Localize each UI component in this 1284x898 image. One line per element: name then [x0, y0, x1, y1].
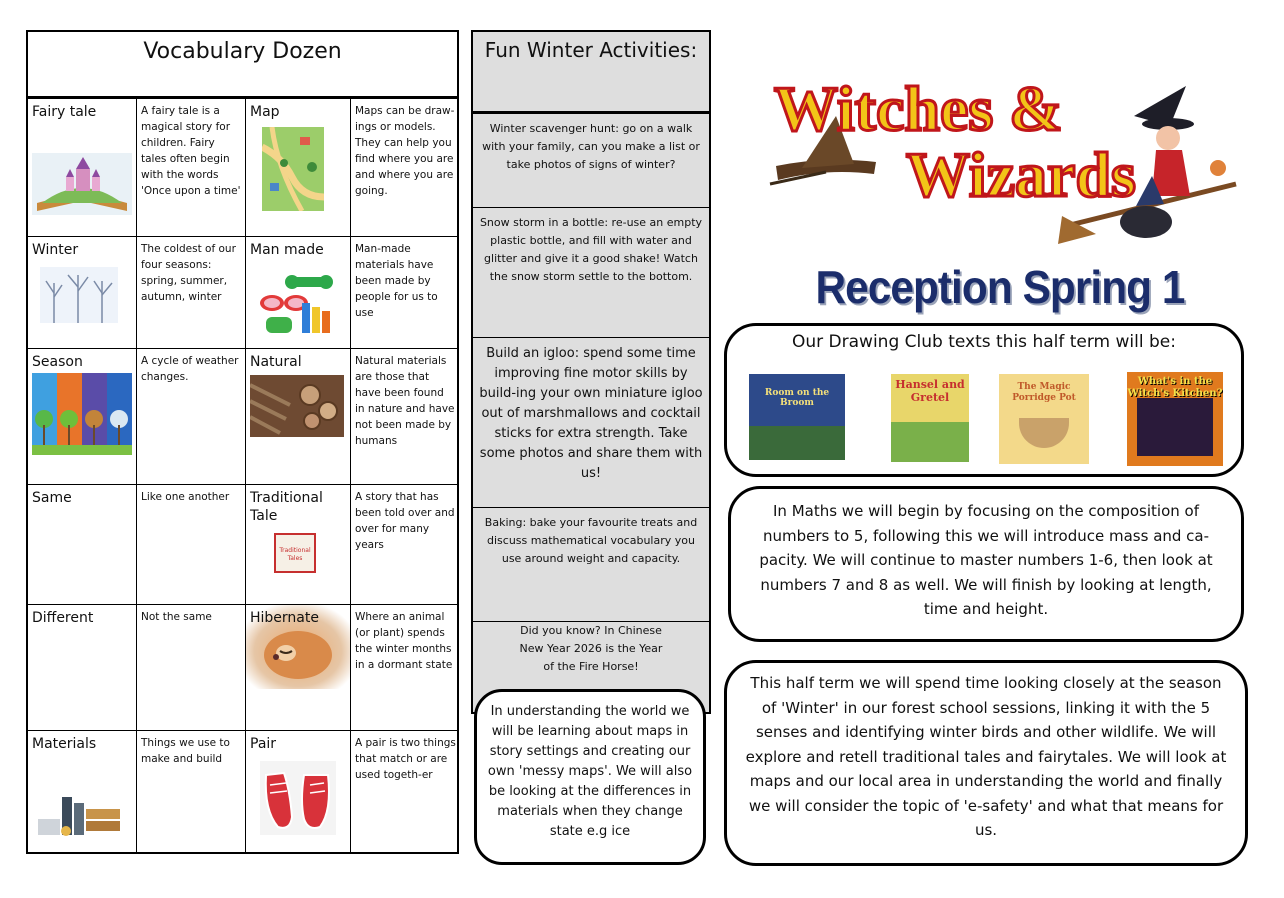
vocab-row: [28, 730, 457, 854]
vocab-word: Pair: [250, 736, 277, 752]
activity-item: Snow storm in a bottle: re-use an empty plastic bottle, and fill with water and glitter and give it a good shake! Watch the snow storm settle to the bottom.: [473, 208, 709, 338]
season-topic-box: This half term we will spend time looking closely at the season of 'Winter' in our forest school sessions, linking it with the 5 senses and identifying winter birds and other wildlife. We will explore and retell traditional tales and fairytales. We will look at maps and our local area in understanding the world and finally we will consider the topic of 'e-safety' and what that means for us.: [724, 660, 1248, 866]
fairy-tale-image: [32, 153, 132, 215]
vocab-row: [28, 604, 457, 730]
drawing-club-heading: Our Drawing Club texts this half term will be:: [792, 332, 1176, 352]
vocab-word-cell: [246, 237, 350, 348]
drawing-club-box: [724, 323, 1244, 477]
vocab-row: [28, 98, 457, 236]
map-image: [262, 127, 324, 211]
vocab-word-cell: [28, 605, 136, 730]
title-line1: Witches &: [774, 73, 1063, 144]
vocab-word: Winter: [32, 242, 79, 258]
vocab-word-cell: [246, 349, 350, 484]
vocab-row: [28, 484, 457, 604]
vocab-word-cell: [246, 605, 350, 730]
activity-item: Build an igloo: spend some time improving fine motor skills by build-ing your own miniature igloo out of marshmallows and cocktail sticks for extra strength. Take some photos and share them with us!: [473, 338, 709, 508]
vocab-definition: A story that has been told over and over for many years: [355, 491, 455, 551]
winter-image: [40, 267, 118, 333]
vocab-word: Materials: [32, 736, 97, 752]
vocab-definition: A fairy tale is a magical story for children. Fairy tales often begin with the words 'Once upon a time': [141, 105, 241, 197]
vocab-definition-cell: [137, 485, 245, 604]
vocab-word-cell: [28, 349, 136, 484]
witches-wizards-title-art: [766, 56, 1246, 256]
book-room-on-the-broom: [749, 374, 845, 460]
traditional-tales-book-image: Traditional Tales: [274, 533, 316, 573]
vocab-definition-cell: [137, 237, 245, 348]
vocab-word-cell: [246, 731, 350, 854]
book-title: Room on the Broom: [764, 388, 830, 408]
season-image: [32, 373, 132, 455]
vocab-definition: Natural materials are those that have been found in nature and have not been made by humans: [355, 355, 455, 447]
vocab-definition-cell: [351, 99, 459, 236]
activity-item: Baking: bake your favourite treats and discuss mathematical vocabulary you use around weight and capacity.: [473, 508, 709, 622]
vocab-definition-cell: [351, 485, 459, 604]
pair-image: [260, 761, 336, 835]
vocab-definition-cell: [351, 237, 459, 348]
vocab-definition: Where an animal (or plant) spends the winter months in a dormant state: [355, 611, 453, 671]
vocab-definition: A pair is two things that match or are used togeth-er: [355, 737, 456, 781]
vocab-definition-cell: [351, 605, 459, 730]
vocab-definition-cell: [137, 731, 245, 854]
maths-box: In Maths we will begin by focusing on the composition of numbers to 5, following this we will introduce mass and ca-pacity. We will continue to master numbers 1-6, then look at numbers 7 and 8 as well. We will finish by looking at length, time and height.: [728, 486, 1244, 642]
book-title: The Magic Porridge Pot: [1012, 382, 1076, 403]
activities-title: Fun Winter Activities:: [473, 32, 709, 114]
natural-image: [250, 375, 344, 437]
book-title: What's in the Witch's Kitchen?: [1127, 376, 1223, 399]
vocab-word: Traditional Tale: [250, 490, 323, 524]
activity-item: Winter scavenger hunt: go on a walk with your family, can you make a list or take photos of signs of winter?: [473, 114, 709, 208]
vocab-word: Hibernate: [250, 610, 319, 626]
vocab-definition-cell: [137, 349, 245, 484]
vocab-definition-cell: [137, 99, 245, 236]
vocab-word-cell: [28, 237, 136, 348]
vocab-definition: Not the same: [141, 611, 212, 623]
understanding-world-box: In understanding the world we will be learning about maps in story settings and creating our own 'messy maps'. We will also be looking at the differences in materials when they change state e.g ice: [474, 689, 706, 865]
vocab-word-cell: [28, 99, 136, 236]
vocab-row: [28, 348, 457, 484]
man-made-image: [252, 273, 338, 337]
vocab-word: Fairy tale: [32, 104, 97, 120]
vocab-word: Same: [32, 490, 72, 506]
title-line2: Wizards: [906, 139, 1136, 210]
book-title: Hansel and Gretel: [895, 378, 965, 404]
vocab-word-cell: [28, 731, 136, 854]
vocab-definition-cell: [137, 605, 245, 730]
vocab-definition: Like one another: [141, 491, 230, 503]
vocab-definition: Man-made materials have been made by people for us to use: [355, 243, 438, 319]
vocab-definition: Maps can be draw-ings or models. They can help you find where you are and where you are going.: [355, 105, 455, 197]
vocab-word: Map: [250, 104, 280, 120]
vocab-word: Different: [32, 610, 94, 626]
vocab-definition: The coldest of our four seasons: spring, summer, autumn, winter: [141, 243, 236, 303]
vocab-word-cell: [246, 485, 350, 604]
vocab-word-cell: [246, 99, 350, 236]
book-magic-porridge-pot: [999, 374, 1089, 464]
vocab-word: Season: [32, 354, 83, 370]
book-witchs-kitchen: [1127, 372, 1223, 466]
vocab-row: [28, 236, 457, 348]
materials-image: [36, 789, 128, 839]
book-hansel-and-gretel: [891, 374, 969, 462]
vocab-definition: A cycle of weather changes.: [141, 355, 239, 383]
vocab-word-cell: [28, 485, 136, 604]
subtitle: Reception Spring 1: [815, 261, 1185, 313]
vocab-definition: Things we use to make and build: [141, 737, 230, 765]
vocab-definition-cell: [351, 731, 459, 854]
vocab-word: Man made: [250, 242, 324, 258]
vocab-word: Natural: [250, 354, 302, 370]
vocab-definition-cell: [351, 349, 459, 484]
activity-item: Did you know? In Chinese New Year 2026 is the Year of the Fire Horse!: [519, 624, 663, 673]
vocabulary-table: [26, 30, 459, 854]
vocabulary-title: Vocabulary Dozen: [28, 32, 457, 98]
winter-activities-panel: [471, 30, 711, 714]
